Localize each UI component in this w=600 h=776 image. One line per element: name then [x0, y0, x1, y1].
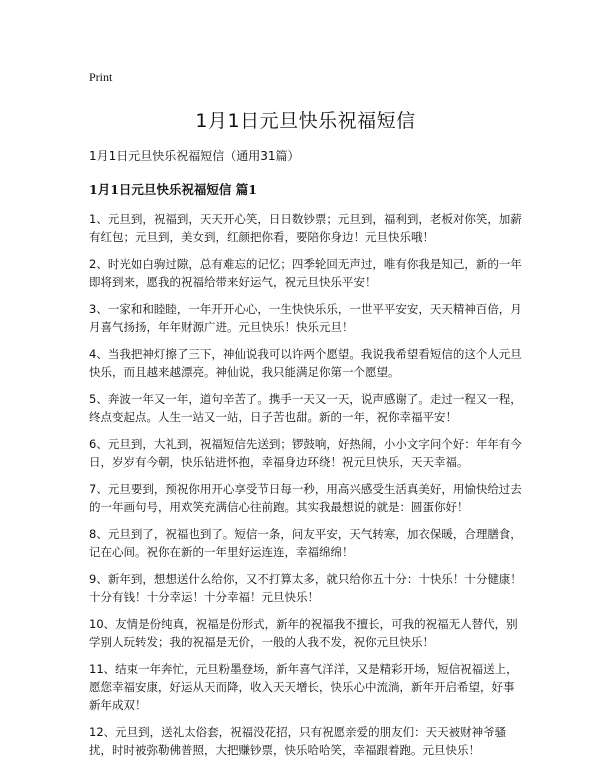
section-heading: 1月1日元旦快乐祝福短信 篇1	[89, 182, 257, 197]
paragraph: 2、时光如白驹过隙，总有难忘的记忆；四季轮回无声过，唯有你我是知己，新的一年即将到来，愿我的祝福给带来好运气，祝元旦快乐平安！	[89, 257, 522, 289]
paragraph: 11、结束一年奔忙，元旦粉墨登场，新年喜气洋洋，又是精彩开场，短信祝福送上，愿您幸福安康，好运从天而降，收入天天增长，快乐心中流淌，新年开启希望，好事新年成双！	[89, 662, 518, 712]
page-title: 1月1日元旦快乐祝福短信	[195, 110, 416, 132]
paragraph: 3、一家和和睦睦，一年开开心心，一生快快乐乐，一世平平安安，天天精神百倍，月月喜气扬扬，年年财源广进。元旦快乐！快乐元旦！	[89, 302, 522, 334]
paragraph: 10、友情是份纯真，祝福是份形式，新年的祝福我不擅长，可我的祝福无人替代，别学别人玩转发；我的祝福是无价，一般的人我不发，祝你元旦快乐！	[89, 617, 518, 649]
paragraph: 4、当我把神灯擦了三下，神仙说我可以许两个愿望。我说我希望看短信的这个人元旦快乐，而且越来越漂亮。神仙说，我只能满足你第一个愿望。	[89, 347, 522, 379]
print-label: Print	[89, 70, 113, 84]
paragraph: 6、元旦到，大礼到，祝福短信先送到；锣鼓响，好热闹，小小文字问个好：年年有今日，岁岁有今朝，快乐钻进怀抱，幸福身边环绕！祝元旦快乐，天天幸福。	[89, 437, 522, 469]
paragraph: 1、元旦到，祝福到，天天开心笑，日日数钞票；元旦到，福利到，老板对你笑，加薪有红包；元旦到，美女到，红颜把你看，要陪你身边！元旦快乐哦！	[89, 212, 522, 244]
paragraph: 7、元旦要到，预祝你用开心享受节日每一秒，用高兴感受生活真美好，用愉快给过去的一年画句号，用欢笑充满信心往前跑。其实我最想说的就是：圆蛋你好！	[89, 482, 522, 514]
paragraph: 8、元旦到了，祝福也到了。短信一条，问友平安，天气转寒，加衣保暖，合理膳食，记在心间。祝你在新的一年里好运连连，幸福绵绵！	[89, 527, 522, 559]
document-subtitle: 1月1日元旦快乐祝福短信（通用31篇）	[89, 149, 300, 163]
paragraph: 12、元旦到，送礼太俗套，祝福没花招，只有祝愿亲爱的朋友们：天天被财神爷骚扰，时时被弥勒佛普照，大把赚钞票，快乐哈哈笑，幸福跟着跑。元旦快乐！	[89, 725, 507, 757]
paragraph: 5、奔波一年又一年，道句辛苦了。携手一天又一天，说声感谢了。走过一程又一程，终点变起点。人生一站又一站，日子苦也甜。新的一年，祝你幸福平安！	[89, 392, 522, 424]
paragraph: 9、新年到，想想送什么给你，又不打算太多，就只给你五十分：十快乐！十分健康！十分有钱！十分幸运！十分幸福！元旦快乐！	[89, 572, 522, 604]
